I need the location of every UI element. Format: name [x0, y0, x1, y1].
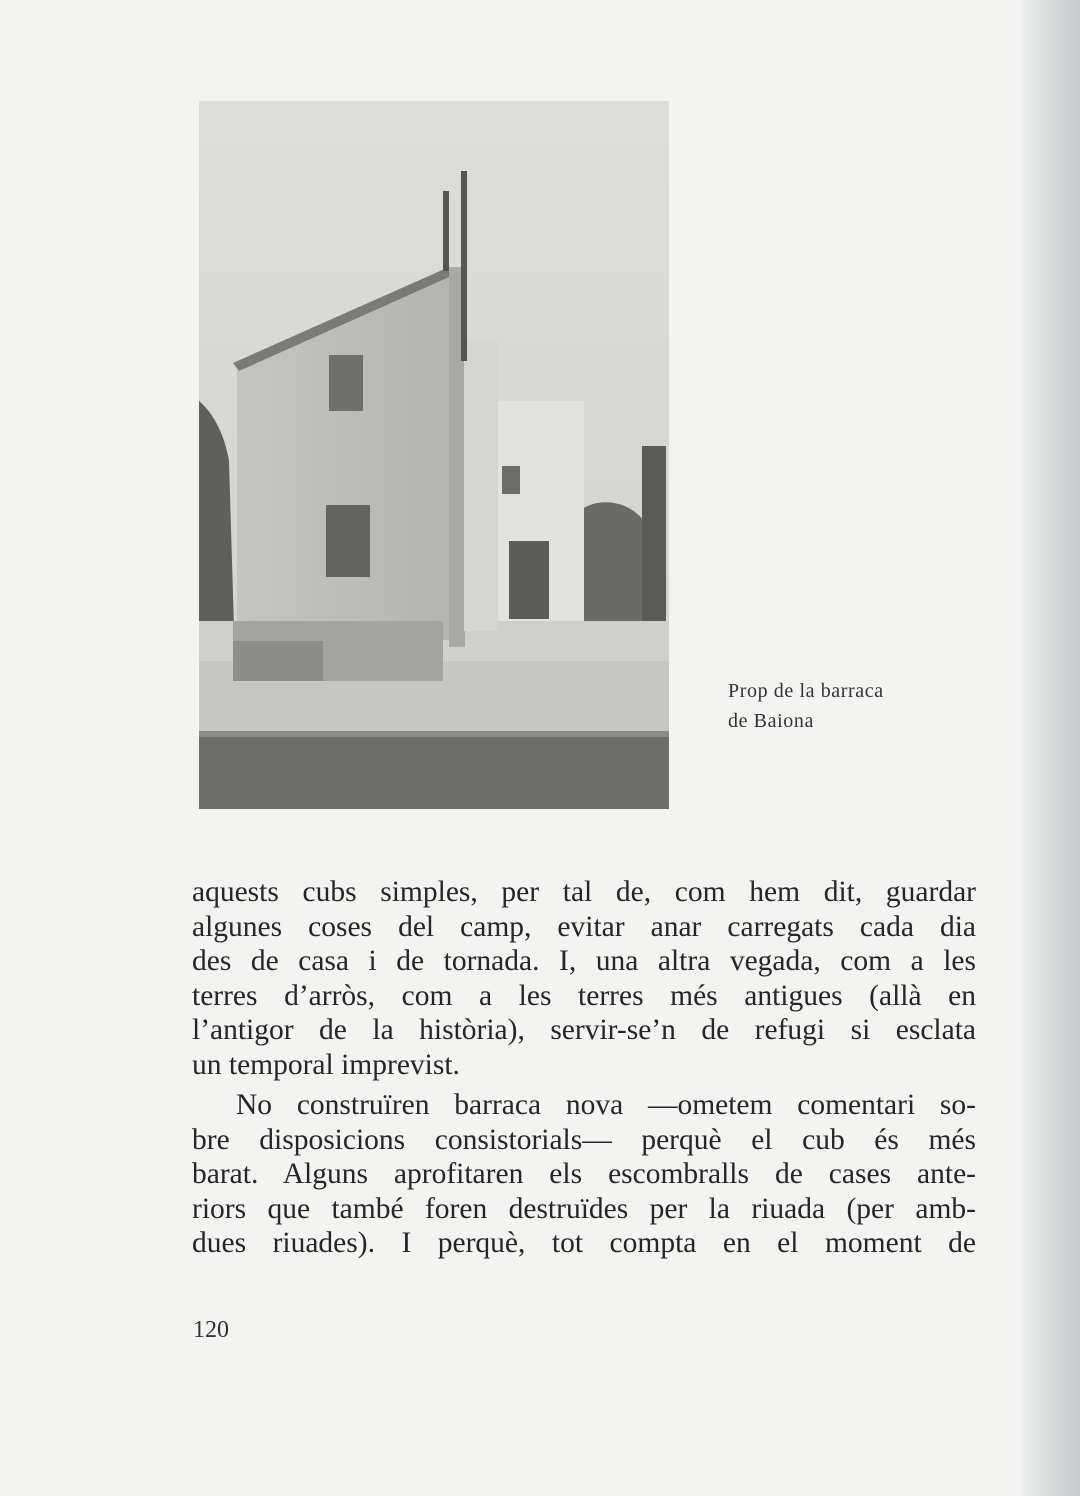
text-line: aquests cubs simples, per tal de, com hem dit, guardar [192, 876, 976, 908]
page-number: 120 [193, 1317, 229, 1343]
text-line: algunes coses del camp, evitar anar carregats cada dia [192, 910, 976, 943]
text-line: barat. Alguns aprofitaren els escombralls de cases ante- [192, 1158, 976, 1190]
page-edge-shadow [1022, 0, 1080, 1496]
text-line: No construïren barraca nova —ometem comentari so- [236, 1089, 976, 1121]
text-line: bre disposicions consistorials— perquè el cub és més [192, 1123, 976, 1156]
caption-line: de Baiona [728, 710, 814, 732]
text-line: des de casa i de tornada. I, una altra vegada, com a les [192, 945, 976, 977]
text-line: terres d’arròs, com a les terres més antigues (allà en [192, 979, 976, 1012]
text-line: dues riuades). I perquè, tot compta en el moment de [192, 1227, 976, 1259]
paragraph-1 [192, 875, 976, 1082]
text-line: riors que també foren destruïdes per la riuada (per amb- [192, 1192, 976, 1225]
text-line: l’antigor de la història), servir-se’n de refugi si esclata [192, 1014, 976, 1046]
photograph-barraca [199, 101, 669, 809]
caption-line: Prop de la barraca [728, 680, 884, 702]
body-text [192, 875, 976, 1261]
text-line: un temporal imprevist. [192, 1048, 460, 1081]
figure-caption [728, 676, 978, 736]
paragraph-2 [192, 1088, 976, 1261]
photo-illustration [199, 101, 669, 809]
